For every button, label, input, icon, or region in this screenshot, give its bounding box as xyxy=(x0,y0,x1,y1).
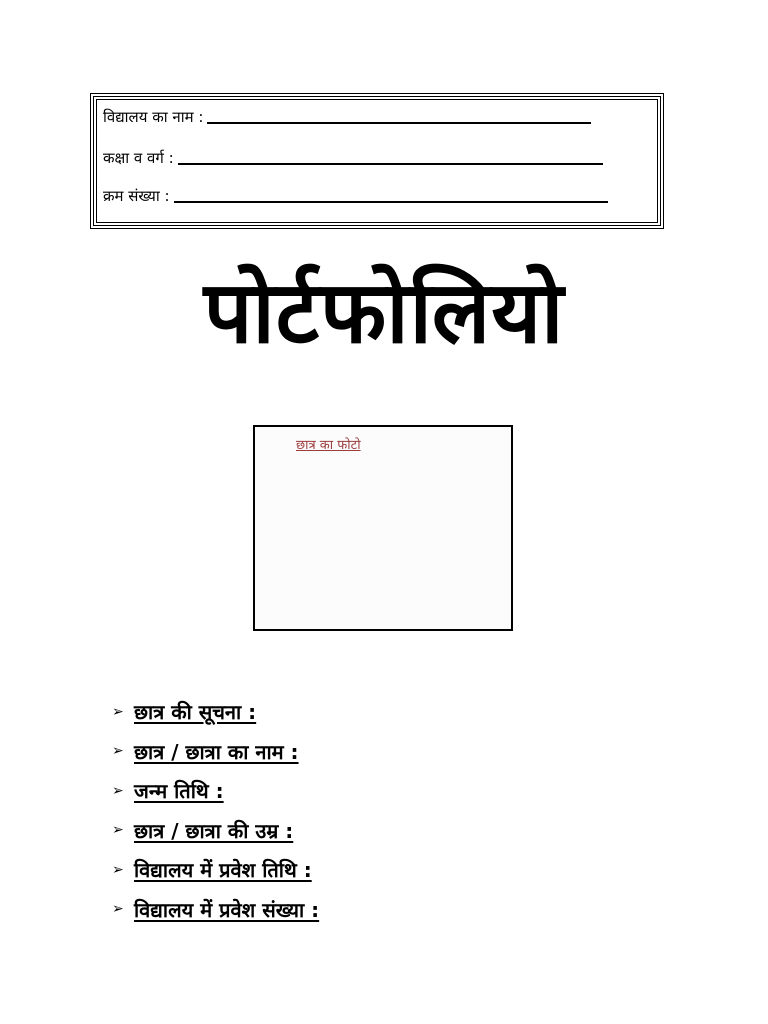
info-item-date-of-birth xyxy=(112,771,319,811)
serial-number-field[interactable] xyxy=(103,187,608,205)
info-item-student-information xyxy=(112,692,319,732)
info-item-label: छात्र की सूचना : xyxy=(134,700,257,725)
arrow-bullet-icon: ➢ xyxy=(112,703,124,720)
serial-number-label: क्रम संख्या : xyxy=(103,187,170,205)
info-item-admission-number xyxy=(112,890,319,930)
info-item-student-age xyxy=(112,811,319,851)
arrow-bullet-icon: ➢ xyxy=(112,822,124,839)
page-title: पोर्टफोलियो xyxy=(203,263,565,363)
header-inner-border xyxy=(96,99,658,223)
header-info-box xyxy=(90,93,664,229)
info-item-label: विद्यालय में प्रवेश संख्या : xyxy=(134,897,320,922)
arrow-bullet-icon: ➢ xyxy=(112,901,124,918)
info-item-label: जन्म तिथि : xyxy=(134,779,224,804)
serial-number-blank-line[interactable] xyxy=(174,201,608,203)
student-photo-box[interactable] xyxy=(253,425,513,631)
class-section-label: कक्षा व वर्ग : xyxy=(103,149,174,167)
info-item-student-name xyxy=(112,732,319,772)
info-item-label: छात्र / छात्रा का नाम : xyxy=(134,739,299,764)
school-name-field[interactable] xyxy=(103,108,591,126)
student-info-list xyxy=(112,692,319,929)
class-section-blank-line[interactable] xyxy=(178,163,603,165)
info-item-label: विद्यालय में प्रवेश तिथि : xyxy=(134,858,312,883)
info-item-label: छात्र / छात्रा की उम्र : xyxy=(134,818,294,843)
school-name-blank-line[interactable] xyxy=(207,122,591,124)
arrow-bullet-icon: ➢ xyxy=(112,861,124,878)
student-photo-label: छात्र का फोटो xyxy=(296,438,361,453)
arrow-bullet-icon: ➢ xyxy=(112,743,124,760)
arrow-bullet-icon: ➢ xyxy=(112,782,124,799)
info-item-admission-date xyxy=(112,850,319,890)
school-name-label: विद्यालय का नाम : xyxy=(103,108,204,126)
class-section-field[interactable] xyxy=(103,149,603,167)
